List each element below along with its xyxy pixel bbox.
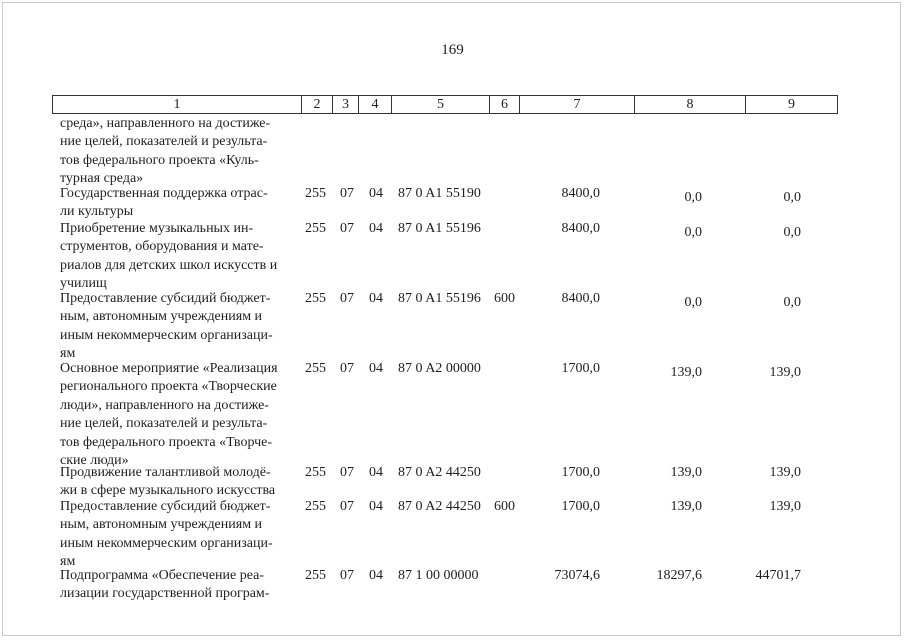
- text-line: тов федерального проекта «Творче-: [60, 434, 273, 450]
- text-line: ние целей, показателей и результа-: [60, 416, 268, 432]
- header-col-1: 1: [53, 96, 302, 113]
- text-line: Государственная поддержка отрас-: [60, 186, 268, 201]
- amount-col-9: 0,0: [783, 190, 801, 205]
- subsection-code: 04: [369, 361, 383, 376]
- ministry-code: 255: [305, 361, 326, 376]
- header-col-7: 7: [520, 96, 635, 113]
- ministry-code: 255: [305, 291, 326, 306]
- ministry-code: 255: [305, 465, 326, 480]
- text-line: жи в сфере музыкального искусства: [60, 483, 276, 499]
- subsection-code: 04: [369, 465, 383, 480]
- text-line: лизации государственной програм-: [60, 586, 270, 602]
- amount-col-8: 0,0: [684, 295, 702, 310]
- amount-col-8: 139,0: [670, 465, 702, 480]
- row-description: [60, 498, 297, 572]
- amount-col-7: 8400,0: [561, 221, 600, 236]
- text-line: иным некоммерческим организаци-: [60, 327, 273, 343]
- text-line: Приобретение музыкальных ин-: [60, 221, 254, 236]
- table-header: [52, 95, 838, 114]
- text-line: люди», направленного на достиже-: [60, 397, 269, 413]
- amount-col-7: 1700,0: [561, 465, 600, 480]
- amount-col-9: 139,0: [769, 465, 801, 480]
- text-line: турная среда»: [60, 171, 144, 187]
- row-description: [60, 360, 297, 470]
- amount-col-9: 0,0: [783, 225, 801, 240]
- section-code: 07: [340, 361, 354, 376]
- amount-col-8: 18297,6: [656, 568, 702, 583]
- target-article-code: 87 0 A1 55196: [398, 291, 481, 306]
- target-article-code: 87 0 A2 00000: [398, 361, 481, 376]
- text-line: струментов, оборудования и мате-: [60, 239, 264, 255]
- amount-col-9: 0,0: [783, 295, 801, 310]
- amount-col-7: 8400,0: [561, 291, 600, 306]
- header-col-3: 3: [333, 96, 359, 113]
- section-code: 07: [340, 568, 354, 583]
- target-article-code: 87 0 A2 44250: [398, 465, 481, 480]
- amount-col-8: 0,0: [684, 190, 702, 205]
- header-col-4: 4: [359, 96, 392, 113]
- target-article-code: 87 0 A1 55190: [398, 186, 481, 201]
- header-col-2: 2: [302, 96, 333, 113]
- section-code: 07: [340, 499, 354, 514]
- text-line: риалов для детских школ искусств и: [60, 257, 278, 273]
- text-line: ям: [60, 346, 76, 362]
- ministry-code: 255: [305, 499, 326, 514]
- text-line: ным, автономным учреждениям и: [60, 517, 263, 533]
- subsection-code: 04: [369, 568, 383, 583]
- section-code: 07: [340, 291, 354, 306]
- amount-col-7: 1700,0: [561, 499, 600, 514]
- ministry-code: 255: [305, 186, 326, 201]
- row-description: [60, 185, 297, 222]
- text-line: тов федерального проекта «Куль-: [60, 152, 259, 168]
- subsection-code: 04: [369, 499, 383, 514]
- amount-col-7: 1700,0: [561, 361, 600, 376]
- row-description: [60, 115, 297, 189]
- text-line: регионального проекта «Творческие: [60, 379, 277, 395]
- amount-col-8: 139,0: [670, 365, 702, 380]
- row-description: [60, 567, 297, 604]
- text-line: Подпрограмма «Обеспечение реа-: [60, 568, 265, 583]
- amount-col-9: 139,0: [769, 499, 801, 514]
- subsection-code: 04: [369, 186, 383, 201]
- amount-col-8: 139,0: [670, 499, 702, 514]
- text-line: ли культуры: [60, 204, 134, 220]
- row-description: [60, 220, 297, 294]
- header-col-6: 6: [490, 96, 520, 113]
- text-line: ям: [60, 554, 76, 570]
- target-article-code: 87 0 A2 44250: [398, 499, 481, 514]
- text-line: Предоставление субсидий бюджет-: [60, 291, 271, 306]
- text-line: училищ: [60, 276, 107, 292]
- text-line: иным некоммерческим организаци-: [60, 535, 273, 551]
- amount-col-9: 139,0: [769, 365, 801, 380]
- text-line: Продвижение талантливой молодё-: [60, 465, 271, 480]
- amount-col-7: 73074,6: [554, 568, 600, 583]
- ministry-code: 255: [305, 568, 326, 583]
- text-line: ным, автономным учреждениям и: [60, 309, 263, 325]
- section-code: 07: [340, 465, 354, 480]
- text-line: ние целей, показателей и результа-: [60, 134, 268, 150]
- header-col-9: 9: [788, 97, 795, 112]
- ministry-code: 255: [305, 221, 326, 236]
- expense-type-code: 600: [494, 291, 515, 306]
- text-line: ские люди»: [60, 453, 129, 469]
- target-article-code: 87 1 00 00000: [398, 568, 479, 583]
- amount-col-8: 0,0: [684, 225, 702, 240]
- row-description: [60, 464, 297, 501]
- text-line: Предоставление субсидий бюджет-: [60, 499, 271, 514]
- amount-col-7: 8400,0: [561, 186, 600, 201]
- expense-type-code: 600: [494, 499, 515, 514]
- subsection-code: 04: [369, 291, 383, 306]
- section-code: 07: [340, 186, 354, 201]
- header-col-5: 5: [392, 96, 490, 113]
- text-line: среда», направленного на достиже-: [60, 116, 271, 131]
- amount-col-9: 44701,7: [755, 568, 801, 583]
- subsection-code: 04: [369, 221, 383, 236]
- row-description: [60, 290, 297, 364]
- text-line: Основное мероприятие «Реализация: [60, 361, 278, 376]
- header-col-8: 8: [635, 96, 746, 113]
- section-code: 07: [340, 221, 354, 236]
- page-number: 169: [441, 42, 464, 58]
- target-article-code: 87 0 A1 55196: [398, 221, 481, 236]
